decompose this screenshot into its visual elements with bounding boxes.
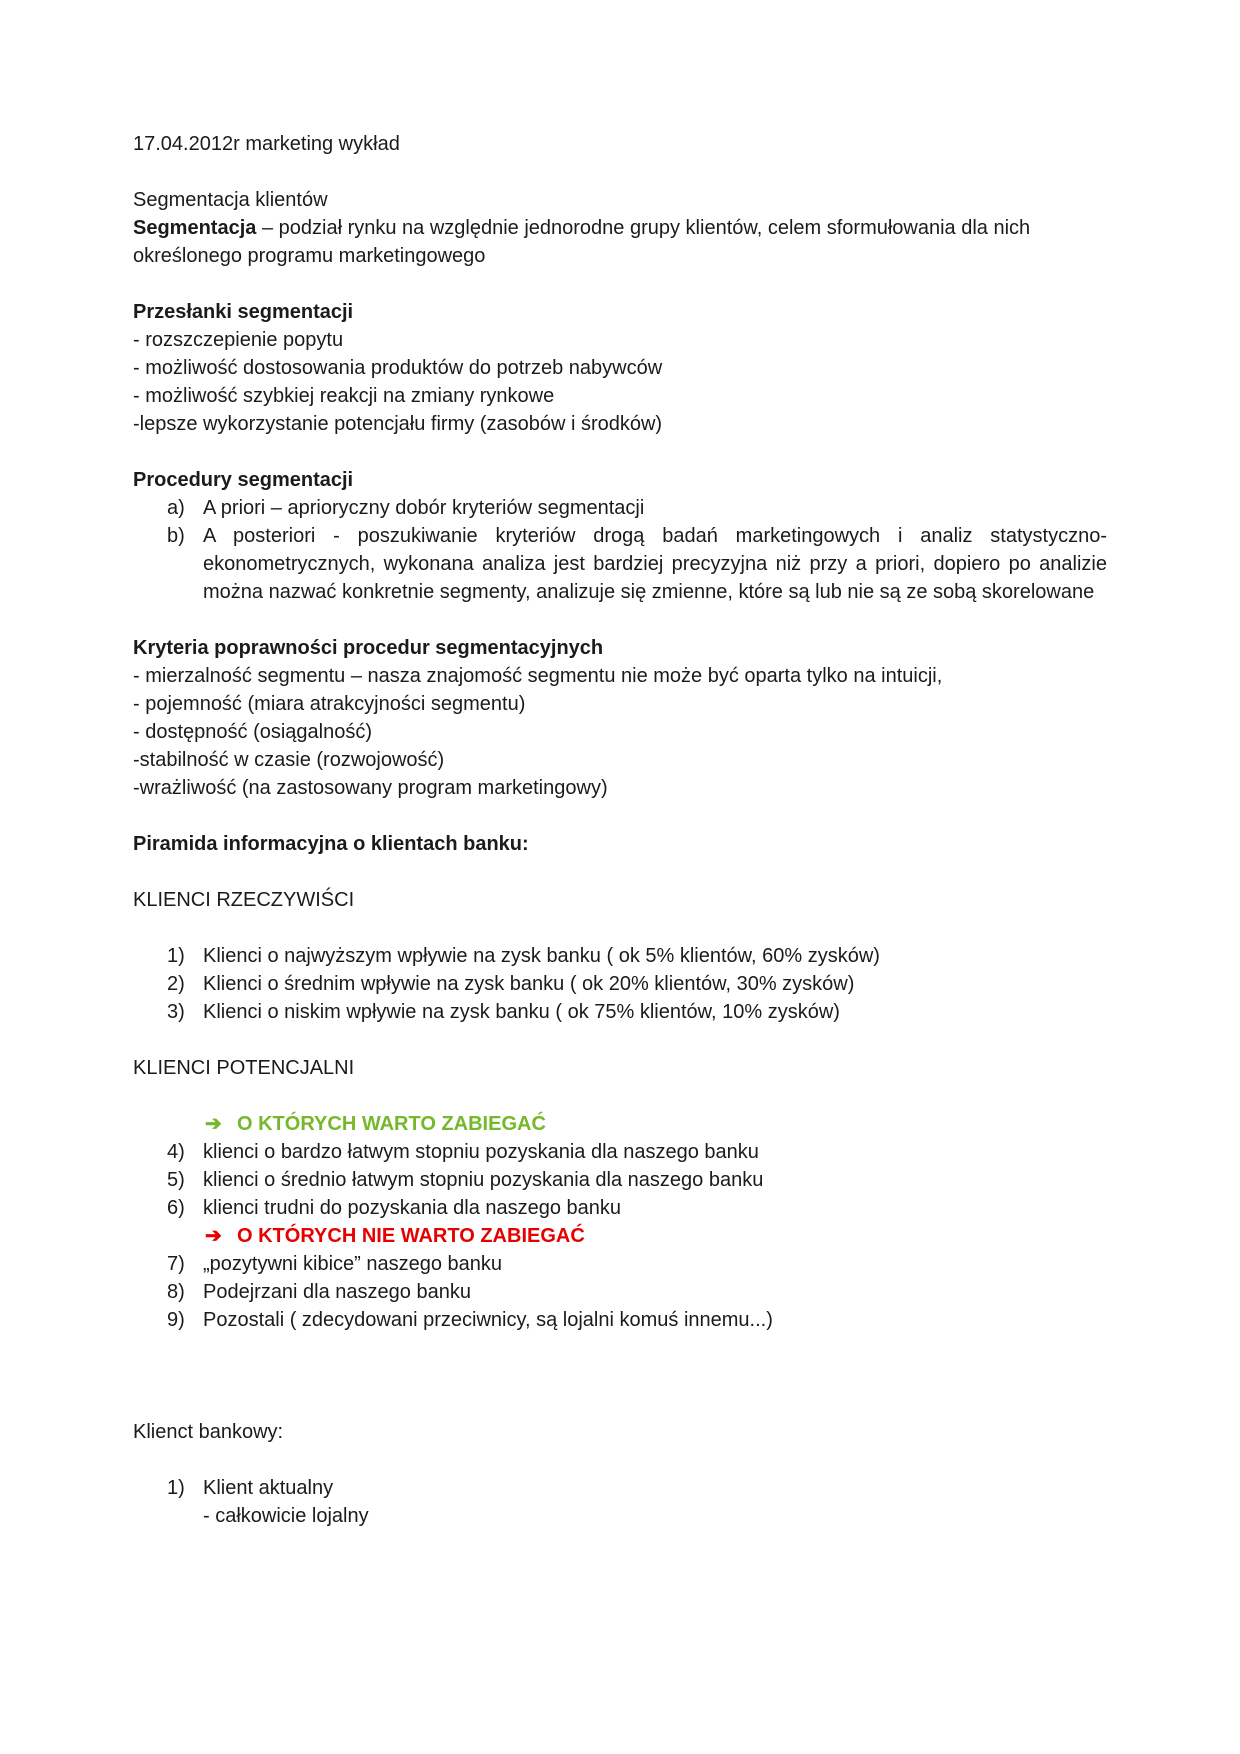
dash-line: - możliwość dostosowania produktów do potrzeb nabywców: [133, 357, 663, 379]
list-marker: a): [167, 497, 185, 519]
blank-line: [133, 270, 1107, 298]
list-item: [133, 1306, 1107, 1334]
list-item-text: Klienci o najwyższym wpływie na zysk banku ( ok 5% klientów, 60% zysków): [203, 945, 880, 967]
list-marker: 6): [167, 1197, 185, 1219]
lead-term: Segmentacja: [133, 217, 257, 239]
dash-line: -stabilność w czasie (rozwojowość): [133, 749, 445, 771]
list-marker: 1): [167, 945, 185, 967]
list-item-text: Podejrzani dla naszego banku: [203, 1281, 471, 1303]
list-item-text: klienci o bardzo łatwym stopniu pozyskania dla naszego banku: [203, 1141, 759, 1163]
list-item: [133, 522, 1107, 606]
list-marker: 7): [167, 1253, 185, 1275]
list-item: [133, 942, 1107, 970]
blank-line: [133, 802, 1107, 830]
blank-line: [133, 1446, 1107, 1474]
list-marker: 9): [167, 1309, 185, 1331]
list-item: [133, 998, 1107, 1026]
arrow-icon: ➔: [205, 1113, 222, 1135]
list-item-text: klienci o średnio łatwym stopniu pozyskania dla naszego banku: [203, 1169, 764, 1191]
section-klient-bankowy: Klienct bankowy:: [133, 1421, 284, 1443]
list-marker: 5): [167, 1169, 185, 1191]
heading-piramida: Piramida informacyjna o klientach banku:: [133, 833, 529, 855]
list-item-text: Pozostali ( zdecydowani przeciwnicy, są lojalni komuś innemu...): [203, 1309, 773, 1331]
list-marker: 4): [167, 1141, 185, 1163]
list-marker: 2): [167, 973, 185, 995]
list-item: [133, 1194, 1107, 1222]
list-marker: 8): [167, 1281, 185, 1303]
list-item-text: Klienci o niskim wpływie na zysk banku ( ok 75% klientów, 10% zysków): [203, 1001, 840, 1023]
list-sub-line: - całkowicie lojalny: [203, 1505, 369, 1527]
blank-line: [133, 438, 1107, 466]
num-list-rzeczywisci: [133, 942, 1107, 1026]
arrow-note-nie-warto: [205, 1222, 1107, 1250]
dash-line: -wrażliwość (na zastosowany program marketingowy): [133, 777, 608, 799]
blank-line: [133, 1026, 1107, 1054]
num-list-klient-bankowy: [133, 1474, 1107, 1530]
arrow-note-warto: [205, 1110, 1107, 1138]
list-item: [133, 1278, 1107, 1306]
date-line: 17.04.2012r marketing wykład: [133, 133, 400, 155]
blank-line: [133, 914, 1107, 942]
topic-line: Segmentacja klientów: [133, 189, 328, 211]
list-item: [133, 494, 1107, 522]
dash-line: -lepsze wykorzystanie potencjału firmy (zasobów i środków): [133, 413, 663, 435]
dash-line: - mierzalność segmentu – nasza znajomość segmentu nie może być oparta tylko na intuicji,: [133, 665, 943, 687]
heading-kryteria: Kryteria poprawności procedur segmentacyjnych: [133, 637, 604, 659]
heading-procedury: Procedury segmentacji: [133, 469, 354, 491]
blank-line: [133, 606, 1107, 634]
list-item-text: A posteriori - poszukiwanie kryteriów drogą badań marketingowych i analiz statystyczno-ekonometrycznych, wykonana analiza jest bardziej precyzyjna niż przy a priori, dopiero po analizie można nazwać konkretnie segmenty, analizuje się zmienne, które są lub nie są ze sobą skorelowane: [203, 525, 1107, 603]
arrow-label: O KTÓRYCH WARTO ZABIEGAĆ: [237, 1113, 546, 1135]
document-content: [133, 130, 1107, 1530]
blank-line: [133, 158, 1107, 186]
dash-line: - możliwość szybkiej reakcji na zmiany rynkowe: [133, 385, 555, 407]
dash-line: - rozszczepienie popytu: [133, 329, 344, 351]
list-item-text: A priori – aprioryczny dobór kryteriów segmentacji: [203, 497, 645, 519]
alpha-list: [133, 494, 1107, 606]
list-item-text: klienci trudni do pozyskania dla naszego banku: [203, 1197, 622, 1219]
list-item-text: „pozytywni kibice” naszego banku: [203, 1253, 503, 1275]
blank-line: [133, 1334, 1107, 1418]
arrow-icon: ➔: [205, 1225, 222, 1247]
list-marker: b): [167, 525, 185, 547]
heading-przeslanki: Przesłanki segmentacji: [133, 301, 354, 323]
list-item: [133, 1138, 1107, 1166]
dash-line: - pojemność (miara atrakcyjności segmentu): [133, 693, 526, 715]
blank-line: [133, 858, 1107, 886]
blank-line: [133, 1082, 1107, 1110]
list-item-text: Klienci o średnim wpływie na zysk banku ( ok 20% klientów, 30% zysków): [203, 973, 855, 995]
list-item: [133, 1250, 1107, 1278]
lead-rest: – podział rynku na względnie jednorodne grupy klientów, celem sformułowania dla nich określonego programu marketingowego: [133, 217, 1031, 267]
list-marker: 1): [167, 1477, 185, 1499]
definition-paragraph: [133, 214, 1107, 270]
section-klienci-potencjalni: KLIENCI POTENCJALNI: [133, 1057, 355, 1079]
section-klienci-rzeczywisci: KLIENCI RZECZYWIŚCI: [133, 889, 355, 911]
dash-line: - dostępność (osiągalność): [133, 721, 373, 743]
list-item-text: Klient aktualny: [203, 1477, 334, 1499]
list-item: [133, 1474, 1107, 1502]
num-list-nie-warto: [133, 1250, 1107, 1334]
list-item: [133, 970, 1107, 998]
arrow-label: O KTÓRYCH NIE WARTO ZABIEGAĆ: [237, 1225, 585, 1247]
num-list-warto: [133, 1138, 1107, 1222]
list-marker: 3): [167, 1001, 185, 1023]
list-item: [133, 1166, 1107, 1194]
